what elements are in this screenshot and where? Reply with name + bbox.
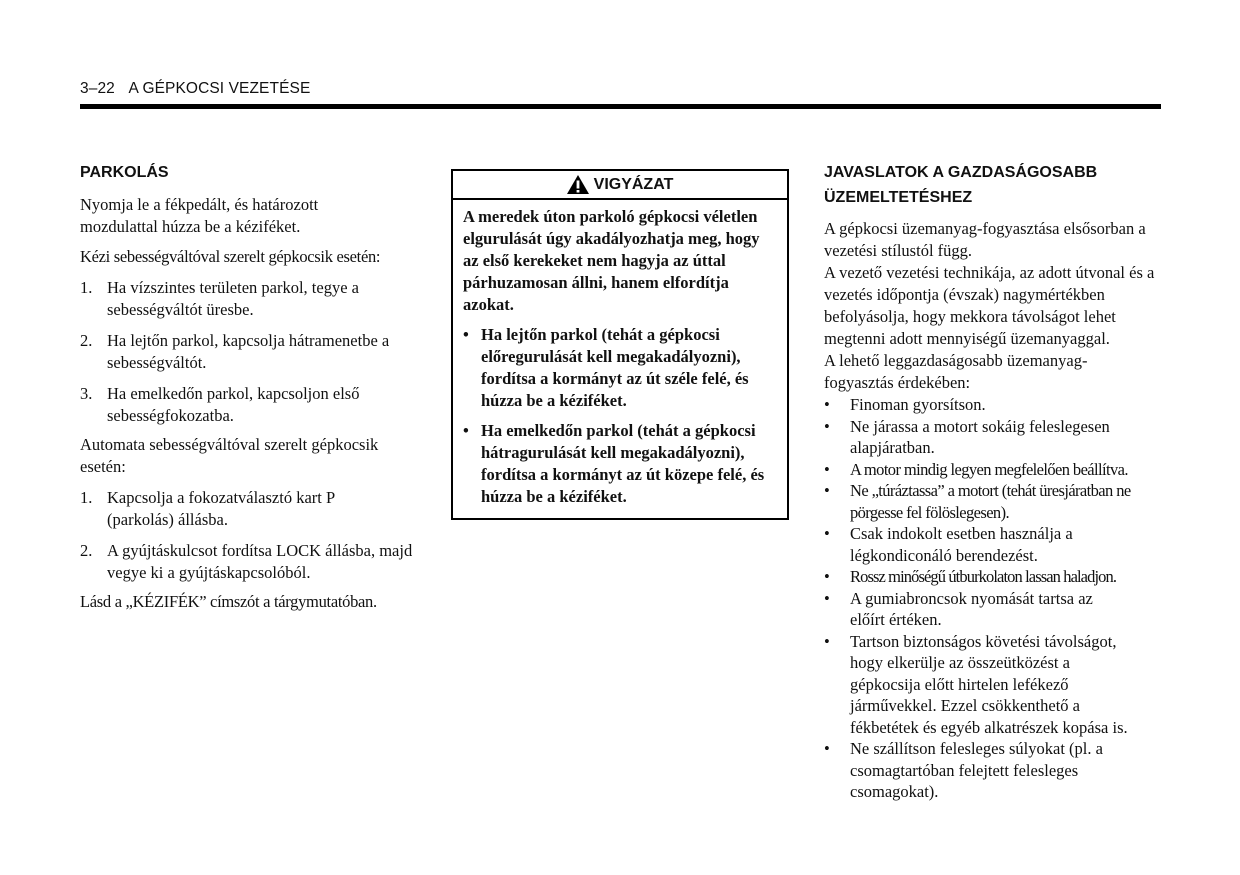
- tip-item: • Ne szállítson felesleges súlyokat (pl. a csomagtartóban felejtett felesleges csomagokat).: [824, 739, 1103, 801]
- bullet-icon: •: [824, 739, 830, 758]
- economy-para-2: A vezető vezetési technikája, az adott útvonal és a vezetés időpontja (évszak) nagymértékben befolyásolja, hogy mekkora távolságot lehet megtenni adott mennyiségű üzemanyaggal.: [824, 263, 1155, 348]
- economy-tips: [824, 394, 1164, 803]
- running-header: [80, 80, 310, 98]
- manual-step: 1. Ha vízszintes területen parkol, tegye a sebességváltót üresbe.: [80, 278, 359, 319]
- warning-bullet: • Ha lejtőn parkol (tehát a gépkocsi előregurulását kell megakadályozni), fordítsa a kormányt az út széle felé, és húzza be a kéziféket.: [463, 325, 749, 410]
- warning-box: [451, 169, 789, 520]
- bullet-icon: •: [824, 481, 830, 500]
- bullet-icon: •: [463, 421, 469, 440]
- warning-title-bar: [453, 171, 787, 200]
- auto-step: 1. Kapcsolja a fokozatválasztó kart P (parkolás) állásba.: [80, 488, 335, 529]
- bullet-icon: •: [463, 325, 469, 344]
- warning-lead: A meredek úton parkoló gépkocsi véletlen elgurulását úgy akadályozhatja meg, hogy az első kerekeket nem hagyja az úttal párhuzamosan állni, hanem elfordítja azokat.: [463, 207, 760, 314]
- warning-title: VIGYÁZAT: [593, 175, 674, 193]
- auto-label: Automata sebességváltóval szerelt gépkocsik esetén:: [80, 435, 379, 476]
- tip-item: • Csak indokolt esetben használja a légkondiconáló berendezést.: [824, 524, 1073, 565]
- tip-item: • A motor mindig legyen megfelelően beállítva.: [824, 459, 1128, 479]
- manual-steps: [80, 277, 425, 427]
- bullet-icon: •: [824, 588, 830, 608]
- bullet-icon: •: [824, 567, 830, 586]
- economy-heading: JAVASLATOK A GAZDASÁGOSABB ÜZEMELTETÉSHEZ: [824, 164, 1098, 206]
- auto-steps: [80, 487, 425, 584]
- tip-item: • Rossz minőségű útburkolaton lassan haladjon.: [824, 567, 1117, 586]
- chapter-title: A GÉPKOCSI VEZETÉSE: [128, 80, 311, 97]
- manual-step: 2. Ha lejtőn parkol, kapcsolja hátramenetbe a sebességváltót.: [80, 331, 390, 372]
- bullet-icon: •: [824, 524, 830, 543]
- tip-item: • Tartson biztonságos követési távolságot, hogy elkerülje az összeütközést a gépkocsija előtt hirtelen lefékező járművekkel. Ezzel csökkenthető a fékbetétek és egyéb alkatrészek kopása is.: [824, 631, 1128, 737]
- economy-section: [824, 160, 1164, 803]
- bullet-icon: •: [824, 631, 830, 651]
- warning-bullets: [463, 324, 777, 508]
- bullet-icon: •: [824, 416, 830, 436]
- manual-label: Kézi sebességváltóval szerelt gépkocsik esetén:: [80, 247, 381, 266]
- tip-item: • Ne járassa a motort sokáig feleslegesen alapjáratban.: [824, 416, 1110, 457]
- tip-item: • Ne „túráztassa” a motort (tehát üresjáratban ne pörgesse fel fölöslegesen).: [824, 481, 1131, 522]
- warning-bullet: • Ha emelkedőn parkol (tehát a gépkocsi hátragurulását kell megakadályozni), fordítsa a kormányt az út közepe felé, és húzza be a kéziféket.: [463, 421, 765, 506]
- tip-item: • Finoman gyorsítson.: [824, 395, 986, 414]
- parking-section: [80, 160, 425, 613]
- page-number: 3–22: [80, 80, 115, 97]
- warning-triangle-icon: [567, 175, 589, 194]
- header-rule: [80, 104, 1161, 109]
- economy-para-3: A lehető leggazdaságosabb üzemanyag-fogyasztás érdekében:: [824, 351, 1088, 392]
- parking-intro: Nyomja le a fékpedált, és határozott mozdulattal húzza be a kéziféket.: [80, 195, 319, 236]
- auto-step: 2. A gyújtáskulcsot fordítsa LOCK állásba, majd vegye ki a gyújtáskapcsolóból.: [80, 541, 413, 582]
- see-also: Lásd a „KÉZIFÉK” címszót a tárgymutatóban.: [80, 592, 377, 611]
- bullet-icon: •: [824, 395, 830, 414]
- economy-para-1: A gépkocsi üzemanyag-fogyasztása elsősorban a vezetési stílustól függ.: [824, 219, 1146, 260]
- manual-step: 3. Ha emelkedőn parkol, kapcsoljon első sebességfokozatba.: [80, 384, 360, 425]
- tip-item: • A gumiabroncsok nyomását tartsa az előírt értéken.: [824, 588, 1093, 629]
- bullet-icon: •: [824, 459, 830, 479]
- parking-heading: PARKOLÁS: [80, 164, 169, 181]
